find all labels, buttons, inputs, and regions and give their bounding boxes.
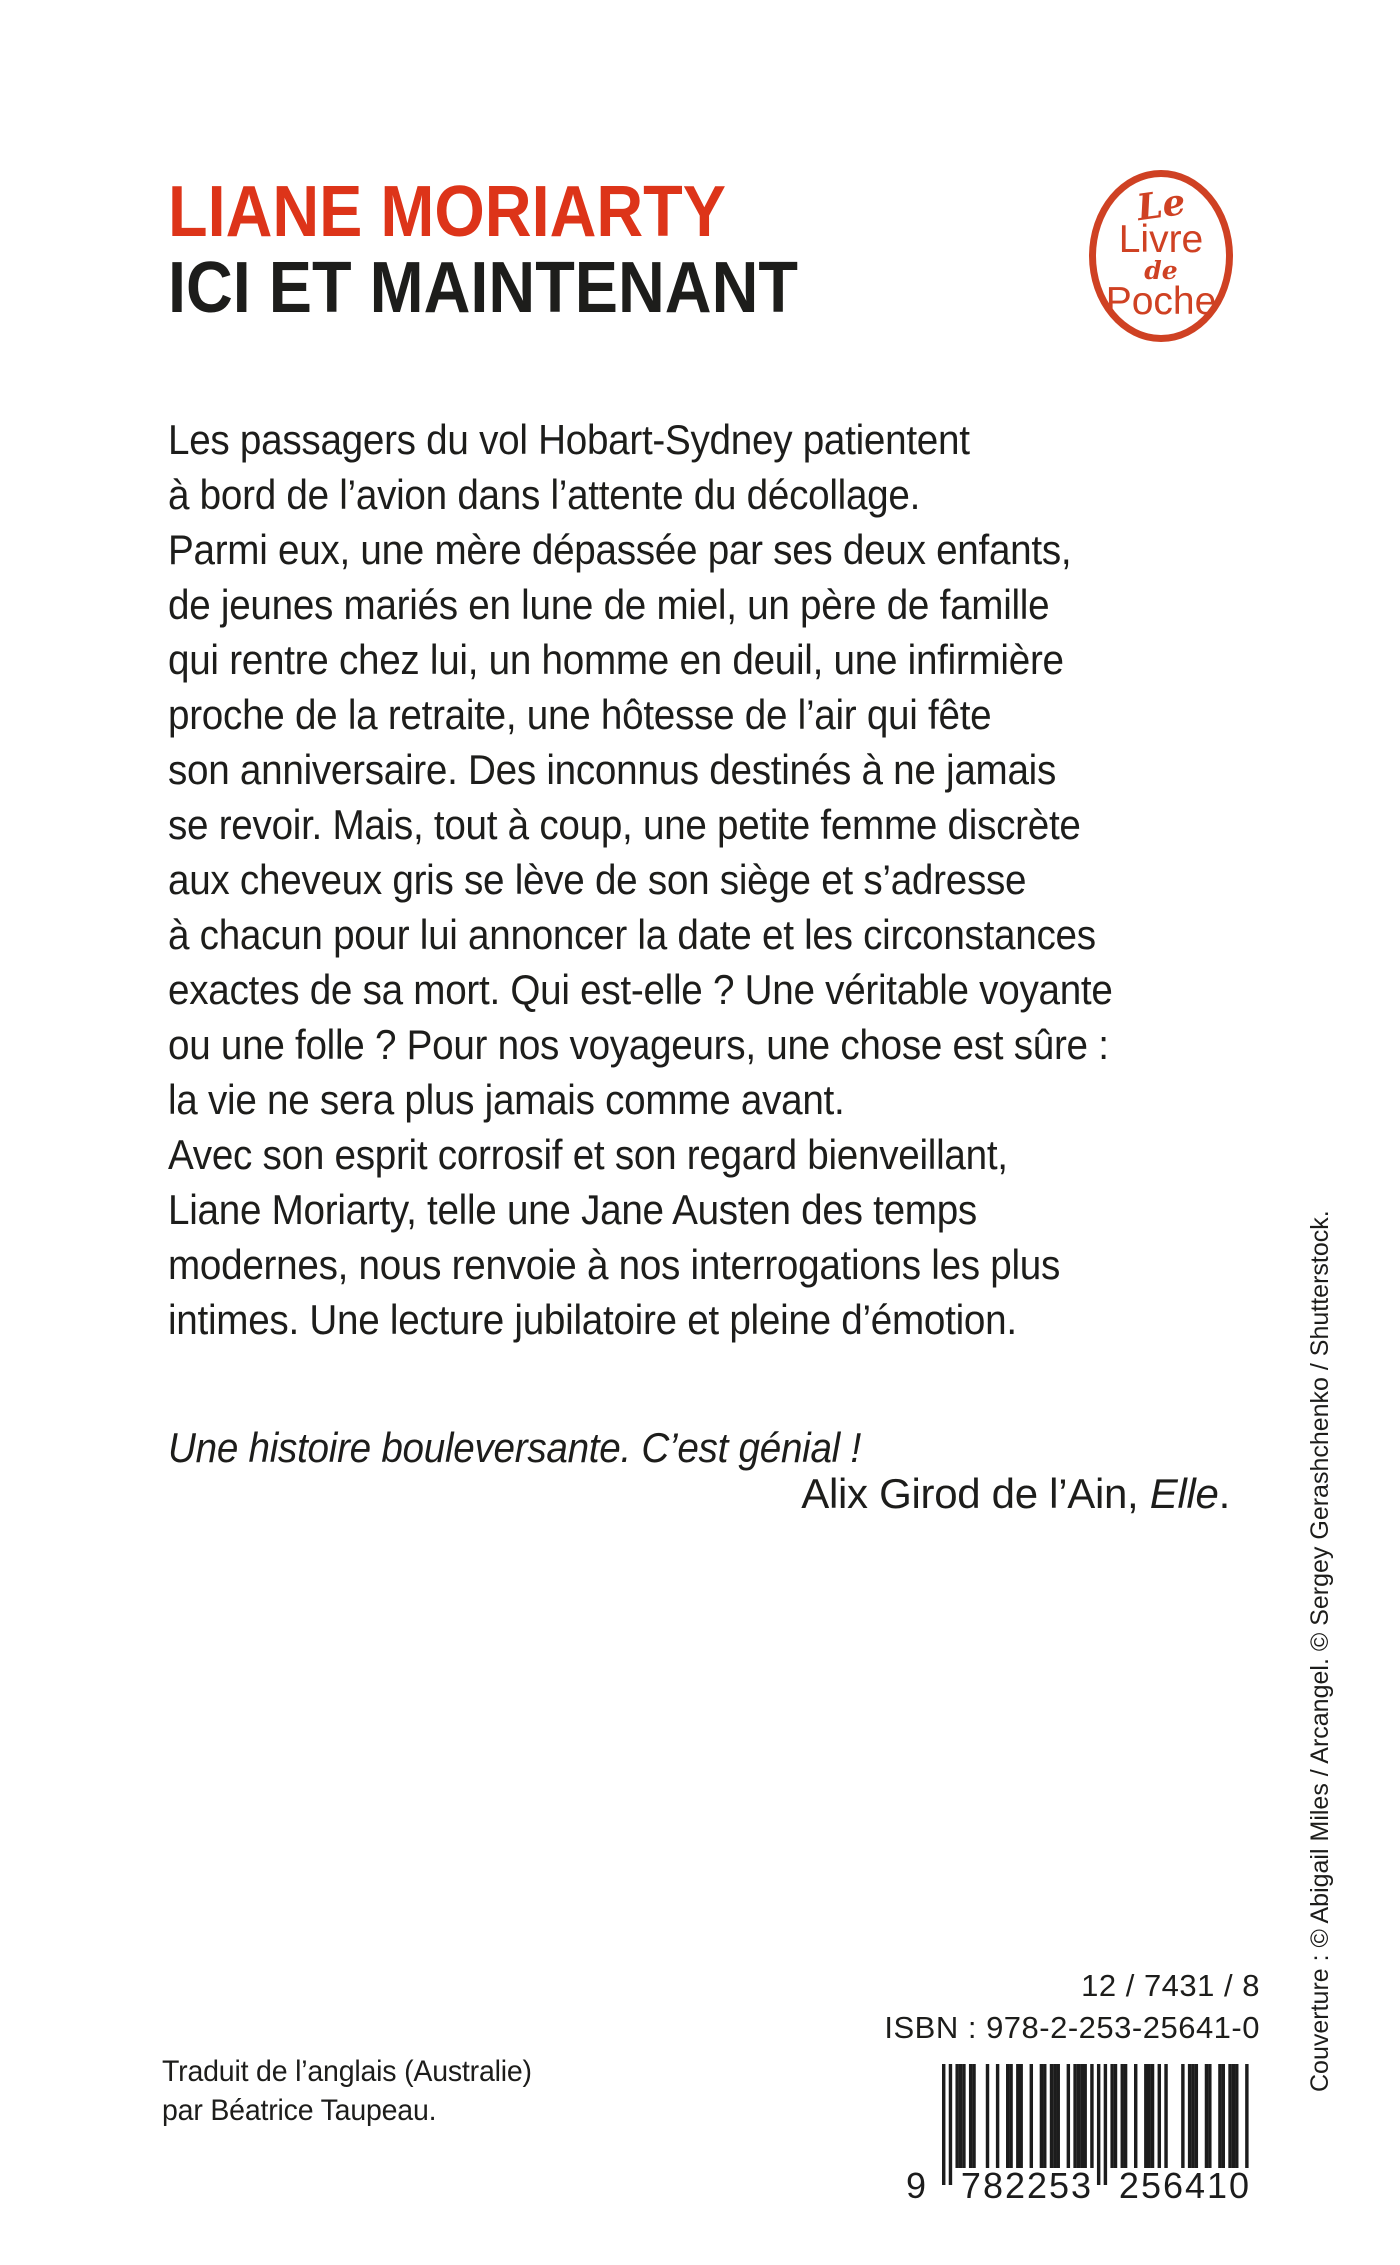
synopsis-text xyxy=(168,412,1113,1347)
synopsis-line: exactes de sa mort. Qui est-elle ? Une véritable voyante xyxy=(168,966,1113,1013)
synopsis-line: de jeunes mariés en lune de miel, un père de famille xyxy=(168,581,1050,628)
logo-word-livre: Livre xyxy=(1118,217,1204,261)
synopsis-line: qui rentre chez lui, un homme en deuil, une infirmière xyxy=(168,636,1064,683)
barcode-digits-left: 782253 xyxy=(960,2165,1094,2206)
synopsis-line: intimes. Une lecture jubilatoire et pleine d’émotion. xyxy=(168,1296,1017,1343)
synopsis-line: proche de la retraite, une hôtesse de l’air qui fête xyxy=(168,691,992,738)
author-name: LIANE MORIARTY xyxy=(168,172,726,252)
synopsis-line: à chacun pour lui annoncer la date et les circonstances xyxy=(168,911,1096,958)
barcode-digit-first: 9 xyxy=(905,2165,929,2206)
publisher-logo xyxy=(1089,170,1233,342)
review-attribution-period: . xyxy=(1218,1470,1230,1517)
synopsis-line: Parmi eux, une mère dépassée par ses deux enfants, xyxy=(168,526,1072,573)
synopsis-line: son anniversaire. Des inconnus destinés à ne jamais xyxy=(168,746,1057,793)
isbn-number: ISBN : 978-2-253-25641-0 xyxy=(884,2010,1260,2045)
cover-photo-credit: Couverture : © Abigail Miles / Arcangel. © Sergey Gerashchenko / Shutterstock. xyxy=(1306,1210,1334,2092)
barcode xyxy=(905,2064,1262,2209)
translator-credit xyxy=(162,2052,532,2130)
review-attribution-source: Elle xyxy=(1149,1470,1219,1517)
logo-word-de: de xyxy=(1144,255,1178,285)
synopsis-line: ou une folle ? Pour nos voyageurs, une chose est sûre : xyxy=(168,1021,1109,1068)
review-attribution xyxy=(168,1470,1230,1518)
synopsis-line: à bord de l’avion dans l’attente du décollage. xyxy=(168,471,921,518)
synopsis-line: Liane Moriarty, telle une Jane Austen des temps xyxy=(168,1186,977,1233)
book-title: ICI ET MAINTENANT xyxy=(168,248,798,328)
synopsis-line: modernes, nous renvoie à nos interrogations les plus xyxy=(168,1241,1061,1288)
logo-word-le: Le xyxy=(1134,180,1188,229)
translator-credit-line1: Traduit de l’anglais (Australie) xyxy=(162,2055,532,2088)
review-attribution-name: Alix Girod de l’Ain, xyxy=(801,1470,1150,1517)
barcode-digits-right: 256410 xyxy=(1118,2165,1252,2206)
synopsis-line: aux cheveux gris se lève de son siège et s’adresse xyxy=(168,856,1027,903)
review-quote: Une histoire bouleversante. C’est génial ! xyxy=(168,1424,861,1471)
print-code: 12 / 7431 / 8 xyxy=(1081,1968,1260,2003)
synopsis-line: la vie ne sera plus jamais comme avant. xyxy=(168,1076,845,1123)
synopsis-line: Avec son esprit corrosif et son regard bienveillant, xyxy=(168,1131,1008,1178)
logo-word-poche: Poche xyxy=(1105,279,1217,323)
synopsis-line: Les passagers du vol Hobart-Sydney patientent xyxy=(168,416,970,463)
synopsis-line: se revoir. Mais, tout à coup, une petite femme discrète xyxy=(168,801,1081,848)
translator-credit-line2: par Béatrice Taupeau. xyxy=(162,2094,437,2127)
